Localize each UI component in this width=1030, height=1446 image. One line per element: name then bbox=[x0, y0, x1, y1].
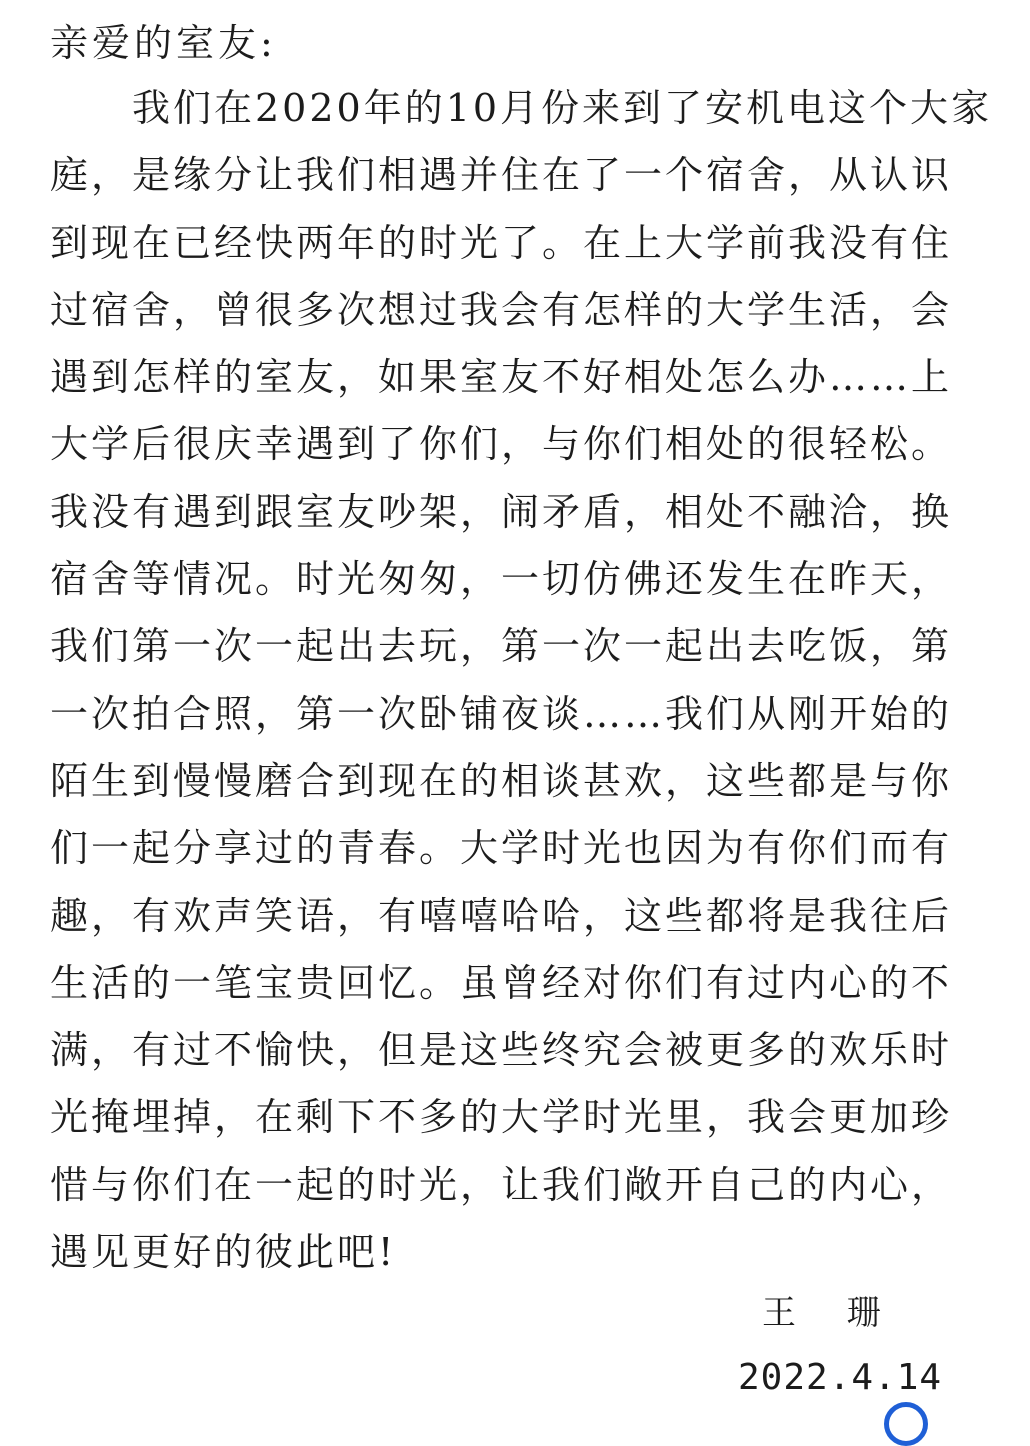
circle-icon bbox=[884, 1402, 928, 1446]
letter-line: 到现在已经快两年的时光了。在上大学前我没有住 bbox=[50, 220, 953, 265]
letter-salutation: 亲爱的室友: bbox=[50, 21, 277, 65]
letter-signature: 王 珊 bbox=[762, 1293, 901, 1333]
letter-line: 遇见更好的彼此吧! bbox=[50, 1230, 397, 1275]
letter-line: 陌生到慢慢磨合到现在的相谈甚欢，这些都是与你 bbox=[50, 758, 953, 803]
letter-line: 满，有过不愉快，但是这些终究会被更多的欢乐时 bbox=[50, 1028, 953, 1073]
letter-date: 2022.4.14 bbox=[738, 1357, 943, 1398]
letter-line: 趣，有欢声笑语，有嘻嘻哈哈，这些都将是我往后 bbox=[50, 893, 953, 938]
letter-line: 我们第一次一起出去玩，第一次一起出去吃饭，第 bbox=[50, 624, 953, 669]
letter-line: 生活的一笔宝贵回忆。虽曾经对你们有过内心的不 bbox=[50, 960, 953, 1005]
letter-line: 过宿舍，曾很多次想过我会有怎样的大学生活，会 bbox=[50, 287, 953, 332]
letter-line: 们一起分享过的青春。大学时光也因为有你们而有 bbox=[50, 826, 953, 871]
letter-line: 庭，是缘分让我们相遇并住在了一个宿舍，从认识 bbox=[50, 153, 953, 198]
letter-line: 惜与你们在一起的时光，让我们敞开自己的内心， bbox=[50, 1162, 953, 1207]
letter-line: 光掩埋掉，在剩下不多的大学时光里，我会更加珍 bbox=[50, 1095, 953, 1140]
letter-line: 我们在2020年的10月份来到了安机电这个大家 bbox=[50, 86, 993, 130]
letter-body bbox=[50, 83, 993, 1294]
letter-line: 一次拍合照，第一次卧铺夜谈……我们从刚开始的 bbox=[50, 691, 953, 736]
letter-line: 我没有遇到跟室友吵架，闹矛盾，相处不融洽，换 bbox=[50, 489, 953, 534]
letter-line: 遇到怎样的室友，如果室友不好相处怎么办……上 bbox=[50, 355, 953, 400]
letter-line: 大学后很庆幸遇到了你们，与你们相处的很轻松。 bbox=[50, 422, 953, 467]
letter-line: 宿舍等情况。时光匆匆，一切仿佛还发生在昨天， bbox=[50, 557, 953, 602]
